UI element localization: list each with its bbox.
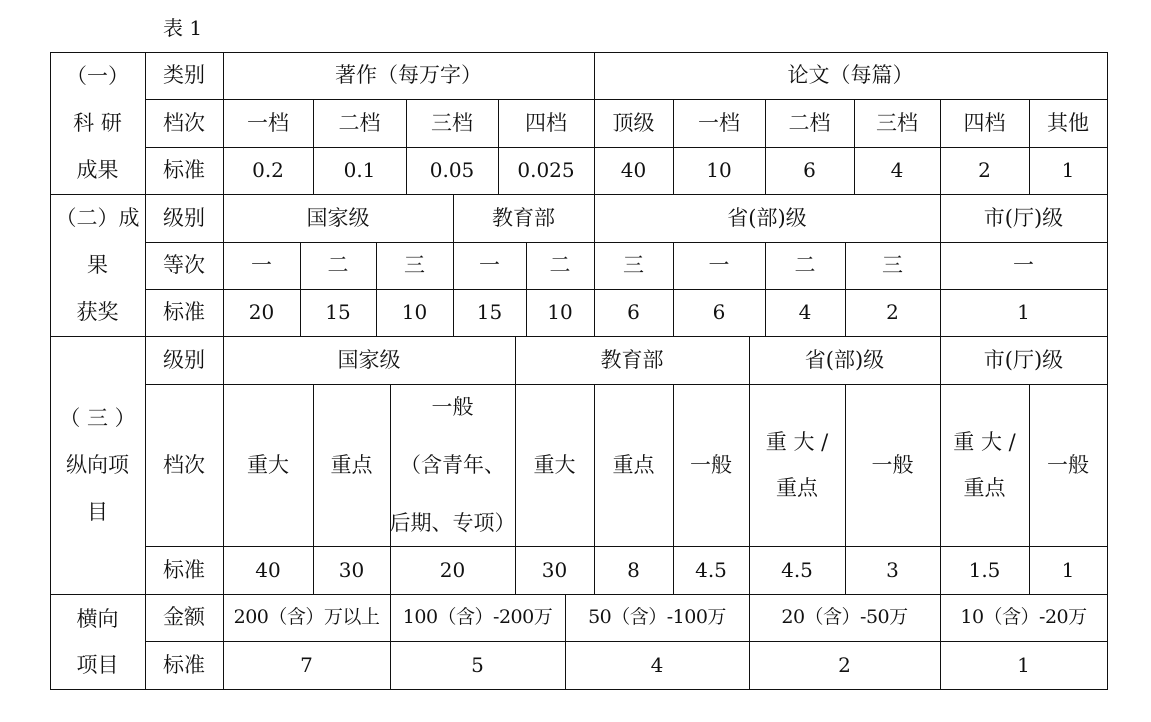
score-cell: 0.05 xyxy=(429,158,475,182)
cell-line: 重点 xyxy=(963,476,1006,500)
score-cell: 10 xyxy=(706,158,732,182)
score-cell: 10 xyxy=(401,300,428,324)
score-cell: 40 xyxy=(255,557,281,582)
cell-line: 纵向项 xyxy=(66,452,129,477)
rank-cell: 二 xyxy=(327,253,349,278)
cell-line: 科 研 xyxy=(73,110,122,135)
row-label: 类别 xyxy=(163,63,205,88)
scoring-standards-table xyxy=(50,52,1108,690)
score-cell: 1 xyxy=(1017,300,1030,324)
score-cell: 40 xyxy=(620,158,647,182)
score-cell: 2 xyxy=(838,652,851,677)
score-cell: 1 xyxy=(1017,652,1030,677)
amount-cell: 20（含）-50万 xyxy=(781,605,908,628)
section-title-vertical xyxy=(50,384,145,546)
score-cell: 0.1 xyxy=(343,158,376,182)
score-cell: 6 xyxy=(803,158,816,182)
cell-line: 重 大 / xyxy=(953,430,1016,454)
level-cell: 市(厅)级 xyxy=(983,347,1064,372)
cell-line: （二）成 xyxy=(55,205,140,230)
row-label: 档次 xyxy=(163,110,205,135)
table-caption: 表 1 xyxy=(163,16,203,40)
project-grade-cell: 一般 xyxy=(871,452,914,477)
project-grade-cell xyxy=(749,384,845,546)
cell-line: （ 三 ） xyxy=(59,405,136,430)
score-cell: 30 xyxy=(338,557,365,582)
section-title-research xyxy=(50,52,145,194)
score-cell: 2 xyxy=(978,158,991,182)
score-cell: 1.5 xyxy=(968,557,1001,582)
project-grade-cell: 重大 xyxy=(533,452,576,477)
project-grade-cell xyxy=(940,384,1029,546)
grade-cell: 其他 xyxy=(1047,110,1089,135)
score-cell: 4 xyxy=(890,158,904,182)
section-title-awards xyxy=(50,194,145,336)
score-cell: 4 xyxy=(798,300,812,324)
row-label: 级别 xyxy=(163,347,205,372)
level-cell: 省(部)级 xyxy=(727,205,807,230)
project-grade-cell: 一般 xyxy=(690,452,732,477)
score-cell: 15 xyxy=(325,300,351,324)
rank-cell: 一 xyxy=(251,253,272,278)
row-label: 标准 xyxy=(163,557,205,582)
grade-cell: 四档 xyxy=(963,110,1006,135)
cell-line: 目 xyxy=(87,499,108,524)
score-cell: 20 xyxy=(248,300,275,324)
rank-cell: 三 xyxy=(623,253,644,278)
level-cell: 教育部 xyxy=(492,205,555,230)
score-cell: 7 xyxy=(300,652,313,677)
grade-cell: 一档 xyxy=(698,110,740,135)
cell-line: 项目 xyxy=(76,652,119,677)
grade-cell: 四档 xyxy=(525,110,567,135)
row-label: 级别 xyxy=(163,205,205,230)
cell-line: 一般 xyxy=(431,395,474,419)
grade-cell: 二档 xyxy=(338,110,381,135)
score-cell: 5 xyxy=(471,652,484,677)
level-cell: 省(部)级 xyxy=(804,347,885,372)
cell-line: 重点 xyxy=(776,476,818,500)
rank-cell: 二 xyxy=(794,253,816,278)
score-cell: 15 xyxy=(476,300,503,324)
rank-cell: 一 xyxy=(479,253,500,278)
score-cell: 10 xyxy=(547,300,573,324)
grade-cell: 三档 xyxy=(431,110,473,135)
cell-line: 重 大 / xyxy=(765,430,829,454)
grade-cell: 顶级 xyxy=(612,110,655,135)
amount-cell: 50（含）-100万 xyxy=(588,605,726,628)
row-label: 标准 xyxy=(163,300,205,325)
score-cell: 4 xyxy=(650,652,664,677)
row-label: 金额 xyxy=(163,605,205,630)
score-cell: 1 xyxy=(1061,158,1075,182)
level-cell: 国家级 xyxy=(337,347,401,372)
score-cell: 4.5 xyxy=(781,557,813,582)
project-grade-cell: 重点 xyxy=(330,452,373,477)
category-papers: 论文（每篇） xyxy=(787,63,914,88)
rank-cell: 一 xyxy=(708,253,730,278)
score-cell: 6 xyxy=(712,300,726,324)
grade-cell: 二档 xyxy=(788,110,831,135)
amount-cell: 100（含）-200万 xyxy=(402,605,553,628)
score-cell: 30 xyxy=(541,557,568,582)
level-cell: 市(厅)级 xyxy=(983,205,1064,230)
project-grade-cell: 一般 xyxy=(1047,452,1089,477)
cell-line: 后期、专项） xyxy=(389,511,516,535)
grade-cell: 三档 xyxy=(876,110,918,135)
cell-line: 获奖 xyxy=(76,299,119,324)
cell-line: （一） xyxy=(66,63,129,88)
level-cell: 教育部 xyxy=(600,347,664,372)
score-cell: 20 xyxy=(439,557,466,582)
row-label: 等次 xyxy=(163,253,205,278)
score-cell: 3 xyxy=(886,557,899,582)
score-cell: 4.5 xyxy=(695,557,727,582)
rank-cell: 三 xyxy=(404,253,425,278)
cell-line: 果 xyxy=(87,252,108,277)
grade-cell: 一档 xyxy=(247,110,289,135)
amount-cell: 10（含）-20万 xyxy=(960,605,1087,628)
score-cell: 2 xyxy=(886,300,899,324)
score-cell: 8 xyxy=(627,557,640,582)
score-cell: 6 xyxy=(627,300,640,324)
cell-line: （含青年、 xyxy=(400,453,505,477)
cell-line: 横向 xyxy=(76,606,119,631)
score-cell: 0.2 xyxy=(252,158,284,182)
rank-cell: 三 xyxy=(882,253,903,278)
row-label: 标准 xyxy=(163,652,205,677)
rank-cell: 二 xyxy=(549,253,571,278)
row-label: 档次 xyxy=(163,452,205,477)
table-rule xyxy=(50,689,1108,690)
project-grade-cell xyxy=(390,384,515,546)
score-cell: 1 xyxy=(1061,557,1075,582)
project-grade-cell: 重点 xyxy=(612,452,655,477)
project-grade-cell: 重大 xyxy=(247,452,289,477)
section-title-horizontal xyxy=(50,594,145,689)
category-books: 著作（每万字） xyxy=(335,63,482,88)
score-cell: 0.025 xyxy=(517,158,575,182)
amount-cell: 200（含）万以上 xyxy=(233,605,380,628)
level-cell: 国家级 xyxy=(306,205,370,230)
rank-cell: 一 xyxy=(1013,253,1034,278)
cell-line: 成果 xyxy=(76,157,119,182)
row-label: 标准 xyxy=(163,158,205,183)
